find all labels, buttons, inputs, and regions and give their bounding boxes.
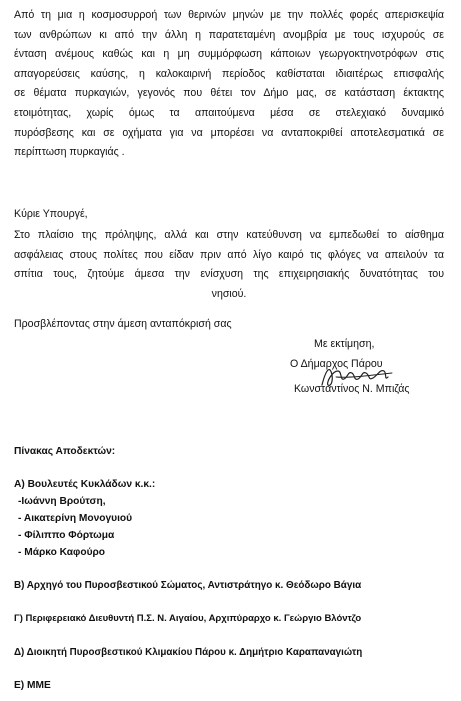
text-line: ασφάλειας στους πολίτες που είδαν πριν από λίγο καιρό τις φλόγες να απειλούν τα [14,248,444,261]
recipient-a-member: - Φίλιππο Φόρτωμα [18,530,115,541]
text-line: νησιού. [211,287,247,300]
recipient-b: Β) Αρχηγό του Πυροσβεστικού Σώματος, Αντιστράτηγο κ. Θεόδωρο Βάγια [14,580,362,591]
signature-role: Ο Δήμαρχος Πάρου [290,358,383,370]
recipient-c: Γ) Περιφερειακό Διευθυντή Π.Σ. Ν. Αιγαίου, Αρχιπύραρχο κ. Γεώργιο Βλόντζο [14,613,362,624]
closing-line: Προσβλέποντας στην άμεση ανταπόκρισή σας [14,318,232,330]
signature-regards: Με εκτίμηση, [314,338,375,350]
text-line: Από τη μια η κοσμοσυρροή των θερινών μηνών με την πολλές φορές απερισκεψία [14,9,444,21]
text-line: περίπτωση πυρκαγιάς . [14,146,125,159]
text-line: ετοιμότητας, χωρίς όμως τα απαιτούμενα μέσα σε στελεχιακό δυναμικό [14,106,444,119]
text-line: των ανθρώπων κι από την άλλη η παρατεταμένη ανομβρία με τους ισχυρούς σε [14,28,444,41]
recipient-a-member: - Μάρκο Καφούρο [18,547,106,558]
text-line: σε θέματα πυρκαγιών, γεγονός που θέτει τον Δήμο μας, σε κατάσταση έκτακτης [14,87,444,100]
paragraph-request [14,226,444,304]
text-line: απαγορεύσεις καύσης, η καλοκαιρινή περίοδος καθίσταται ιδιαιτέρως επισφαλής [14,67,444,80]
recipient-a-member: - Αικατερίνη Μονογυιού [18,513,133,524]
salutation: Κύριε Υπουργέ, [14,208,88,220]
recipients-heading: Πίνακας Αποδεκτών: [14,446,116,457]
text-line: σπίτια τους, ζητούμε άμεσα την ενίσχυση της επιχειρησιακής δυνατότητας του [14,268,444,281]
recipient-a-label: Α) Βουλευτές Κυκλάδων κ.κ.: [14,479,156,490]
paragraph-fire-risk [14,6,444,163]
signature-name: Κωνσταντίνος Ν. Μπιζάς [294,383,410,395]
recipient-a-member: -Ιωάννη Βρούτση, [18,496,106,507]
recipient-d: Δ) Διοικητή Πυροσβεστικού Κλιμακίου Πάρου κ. Δημήτριο Καραπαναγιώτη [14,647,363,658]
text-line: ένταση ανέμους καθώς και η μη συμμόρφωση κάποιων γεωργοκτηνοτρόφων στις [14,48,444,61]
recipient-e: Ε) ΜΜΕ [14,680,51,691]
text-line: πυρόσβεσης και σε οχήματα για να μπορέσει να ανταποκριθεί αποτελεσματικά σε [14,126,444,139]
text-line: Στο πλαίσιο της πρόληψης, αλλά και στην κατεύθυνση να εμπεδωθεί το αίσθημα [14,229,444,241]
